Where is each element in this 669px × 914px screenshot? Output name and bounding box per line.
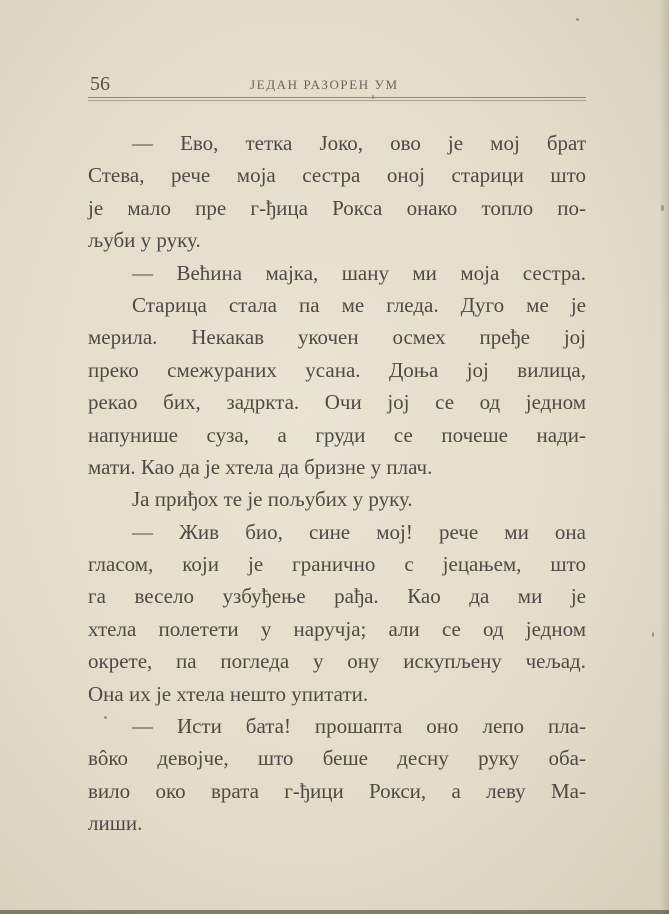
text-line: лиши. [88, 811, 143, 836]
text-line: Ја приђох те је пољубих у руку. [132, 487, 413, 512]
text-line: — Жив био, сине мој! рече ми она [132, 519, 586, 544]
paper-speck [652, 632, 654, 637]
text-line: окрете, па погледа у ону искупљену чељад. [88, 649, 586, 674]
text-line: Старица стала па ме гледа. Дуго ме је [132, 292, 586, 317]
text-line: преко смежураних усана. Доња јој вилица, [88, 357, 586, 382]
text-line: хтела полетети у наручја; али се од једном [88, 616, 586, 641]
running-header [88, 72, 586, 96]
text-line: Она их је хтела нешто упитати. [88, 681, 369, 706]
page-number: 56 [90, 73, 110, 95]
paper-speck [576, 18, 579, 21]
text-line: вило око врата г-ђици Рокси, а леву Ма- [88, 778, 586, 803]
text-line: — Исти бата! прошапта оно лепо пла- [132, 714, 586, 739]
header-rule-secondary [88, 100, 586, 101]
text-line: љуби у руку. [88, 228, 201, 253]
text-line: је мало пре г-ђица Рокса онако топло по- [88, 195, 586, 220]
text-line: мати. Као да је хтела да бризне у плач. [88, 454, 433, 479]
page-edge-shadow [659, 0, 669, 914]
page-bottom-edge [0, 910, 669, 914]
text-line: рекао бих, задркта. Очи јој се од једном [88, 390, 586, 415]
text-line: гласом, који је гранично с јецањем, што [88, 552, 586, 577]
text-line: напунише суза, а груди се почеше нади- [88, 422, 586, 447]
text-line: Стева, рече моја сестра оној старици што [88, 163, 586, 188]
running-title: ЈЕДАН РАЗОРЕН УМ [250, 77, 399, 92]
text-line: вôко девојче, што беше десну руку оба- [88, 746, 586, 771]
body-text [88, 127, 586, 840]
text-line: — Ево, тетка Јоко, ово је мој брат [132, 131, 586, 155]
text-line: га весело узбуђење рађа. Као да ми је [88, 584, 586, 609]
text-line: мерила. Некакав укочен осмех пређе јој [88, 325, 586, 350]
paper-speck [661, 205, 664, 211]
header-rule [88, 97, 586, 98]
text-line: — Већина мајка, шану ми моја сестра. [132, 260, 586, 285]
